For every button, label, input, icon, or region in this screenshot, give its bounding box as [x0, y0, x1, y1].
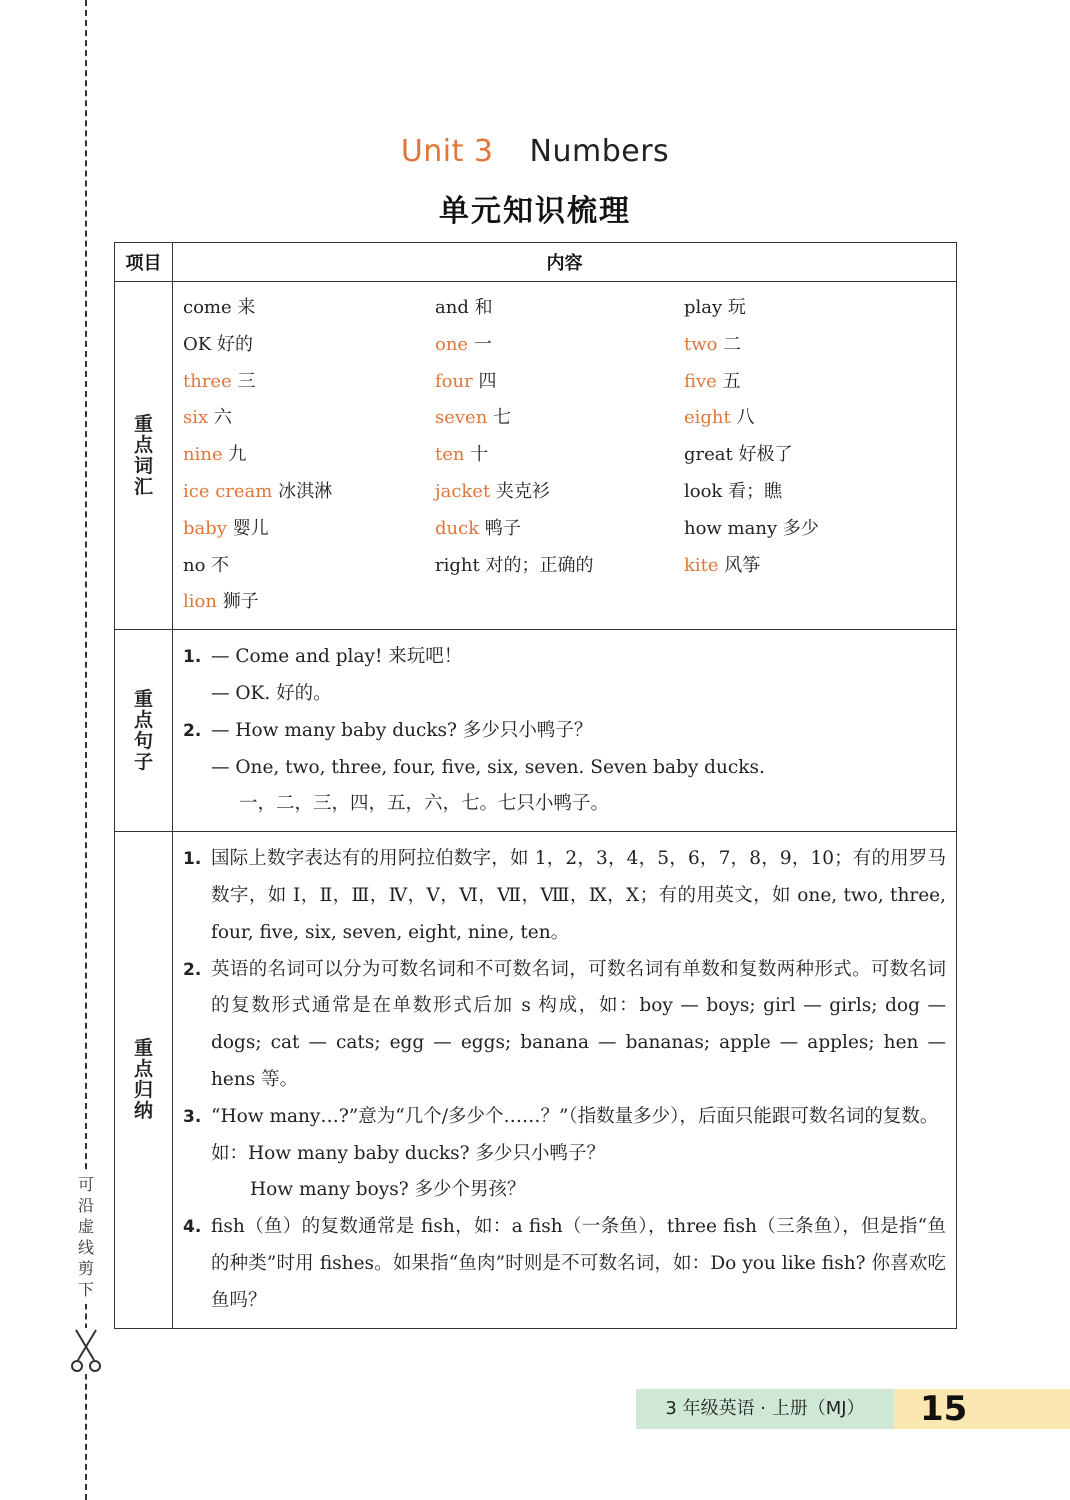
- vocab-item: [183, 584, 435, 621]
- vocab-item: [684, 327, 944, 364]
- cut-instruction: [72, 1170, 100, 1304]
- cut-char: 剪: [77, 1259, 94, 1278]
- vocab-english: play: [684, 297, 723, 318]
- summary-item: [183, 1099, 946, 1136]
- sentence-text: — One, two, three, four, five, six, seven. Seven baby ducks.: [211, 756, 765, 778]
- vocab-item: [435, 400, 684, 437]
- scissors-icon: [70, 1328, 102, 1374]
- vocab-chinese: 鸭子: [484, 517, 521, 539]
- vocab-item: [684, 437, 944, 474]
- vocab-english: ice cream: [183, 480, 273, 502]
- vocab-row: [115, 282, 957, 630]
- vocab-label-char: 点: [133, 433, 153, 456]
- vocab-english: eight: [684, 407, 731, 429]
- vocab-item: [183, 511, 435, 548]
- vocab-chinese: 五: [722, 370, 741, 392]
- vocab-chinese: 一: [473, 333, 492, 355]
- summary-label-char: 纳: [133, 1099, 153, 1122]
- header-item: 项目: [115, 243, 173, 282]
- vocab-item: [684, 400, 944, 437]
- vocab-chinese: 六: [213, 407, 232, 429]
- sentence-label-char: 重: [133, 687, 153, 710]
- vocab-chinese: 看；瞧: [728, 480, 783, 502]
- vocab-chinese: 冰淇淋: [278, 480, 333, 502]
- page-number: 15: [894, 1389, 1070, 1429]
- cut-char: 下: [77, 1280, 94, 1299]
- header-content: 内容: [173, 243, 957, 282]
- vocab-english: jacket: [435, 480, 491, 502]
- vocab-item: [183, 364, 435, 401]
- vocab-label-char: 词: [133, 454, 153, 477]
- summary-example: How many boys? 多少个男孩？: [250, 1179, 526, 1201]
- vocab-english: nine: [183, 444, 223, 466]
- item-number: 2.: [183, 720, 202, 741]
- sentence-content: [173, 630, 957, 832]
- vocab-content: [173, 282, 957, 630]
- item-number: 1.: [183, 647, 202, 668]
- vocab-english: look: [684, 480, 723, 502]
- vocab-item: [684, 364, 944, 401]
- vocab-label: [115, 282, 173, 630]
- sentence-label-char: 子: [133, 750, 153, 773]
- vocab-chinese: 八: [736, 407, 755, 429]
- vocab-item: [183, 548, 435, 585]
- page-subtitle: 单元知识梳理: [439, 194, 631, 229]
- cut-char: 线: [77, 1238, 94, 1257]
- vocab-chinese: 三: [237, 370, 256, 392]
- cut-char: 虚: [77, 1217, 94, 1236]
- sentence-text: — Come and play! 来玩吧！: [211, 646, 463, 668]
- sentence-label-char: 点: [133, 708, 153, 731]
- vocab-english: baby: [183, 517, 227, 539]
- vocab-english: how many: [684, 517, 778, 539]
- vocab-item: [684, 511, 944, 548]
- unit-title: [0, 134, 1070, 169]
- item-number: 3.: [183, 1106, 202, 1127]
- cut-char: 沿: [77, 1196, 94, 1215]
- knowledge-table: [114, 242, 957, 1329]
- vocab-chinese: 好的: [216, 333, 253, 355]
- vocab-item: [435, 548, 684, 585]
- cut-char: 可: [77, 1175, 94, 1194]
- vocab-chinese: 风筝: [724, 554, 761, 576]
- vocab-chinese: 来: [237, 297, 256, 318]
- vocab-item: [183, 327, 435, 364]
- sentence-text: — OK. 好的。: [211, 682, 332, 704]
- summary-label-char: 归: [133, 1078, 153, 1101]
- sentence-label-char: 句: [133, 729, 153, 752]
- vocab-english: two: [684, 333, 718, 355]
- summary-label-char: 重: [133, 1036, 153, 1059]
- vocab-item: [183, 437, 435, 474]
- vocab-item: [183, 474, 435, 511]
- vocab-item: [435, 511, 684, 548]
- item-number: 1.: [183, 849, 202, 870]
- sentence-item: [183, 713, 946, 750]
- sentence-item: [183, 639, 946, 676]
- vocab-item: [435, 290, 684, 327]
- page-footer: [636, 1389, 1070, 1429]
- vocab-chinese: 夹克衫: [495, 480, 550, 502]
- vocab-english: kite: [684, 554, 719, 576]
- summary-label: [115, 832, 173, 1328]
- vocab-english: right: [435, 554, 480, 576]
- vocab-english: duck: [435, 517, 480, 539]
- vocab-chinese: 婴儿: [232, 517, 269, 539]
- vocab-english: ten: [435, 444, 465, 466]
- vocab-chinese: 不: [211, 554, 230, 576]
- item-number: 4.: [183, 1217, 202, 1238]
- vocab-english: six: [183, 407, 209, 429]
- sentence-translation: 一，二，三，四，五，六，七。七只小鸭子。: [239, 793, 610, 815]
- vocab-chinese: 狮子: [222, 591, 259, 613]
- vocab-item: [684, 290, 944, 327]
- summary-item: [183, 952, 946, 1099]
- vocab-item: [435, 474, 684, 511]
- vocab-item: [183, 400, 435, 437]
- vocab-english: four: [435, 370, 473, 392]
- summary-item: [183, 1209, 946, 1319]
- vocab-english: one: [435, 333, 469, 355]
- table-header-row: [115, 243, 957, 282]
- summary-example: 如：How many baby ducks? 多少只小鸭子？: [211, 1142, 605, 1164]
- vocab-english: and: [435, 297, 469, 318]
- summary-text: “How many…?”意为“几个/多少个……？”（指数量多少），后面只能跟可数名词的复数。: [211, 1105, 939, 1127]
- book-title: 3 年级英语 · 上册（MJ）: [636, 1389, 894, 1429]
- vocab-english: no: [183, 554, 206, 576]
- vocab-item: [435, 437, 684, 474]
- summary-text: fish（鱼）的复数通常是 fish，如：a fish（一条鱼），three fish（三条鱼），但是指“鱼的种类”时用 fishes。如果指“鱼肉”时则是不可数名词，如：Do you like fish? 你喜欢吃鱼吗？: [211, 1216, 946, 1311]
- summary-item: [183, 841, 946, 951]
- vocab-english: come: [183, 297, 232, 318]
- vocab-chinese: 十: [470, 444, 489, 466]
- sentence-text: — How many baby ducks? 多少只小鸭子？: [211, 719, 593, 741]
- vocab-item: [684, 474, 944, 511]
- vocab-chinese: 好极了: [738, 444, 793, 466]
- sentence-row: [115, 630, 957, 832]
- unit-number: Unit 3: [400, 134, 494, 169]
- sentence-label: [115, 630, 173, 832]
- vocab-english: lion: [183, 591, 217, 613]
- summary-row: [115, 832, 957, 1328]
- vocab-chinese: 四: [478, 370, 497, 392]
- vocab-label-char: 重: [133, 412, 153, 435]
- vocab-english: five: [684, 370, 717, 392]
- vocab-item: [183, 290, 435, 327]
- vocab-item: [684, 548, 944, 585]
- vocab-chinese: 对的；正确的: [485, 554, 594, 576]
- vocab-label-char: 汇: [133, 475, 153, 498]
- summary-content: [173, 832, 957, 1328]
- summary-label-char: 点: [133, 1057, 153, 1080]
- vocab-chinese: 玩: [727, 297, 746, 318]
- vocab-chinese: 九: [228, 444, 247, 466]
- vocab-chinese: 和: [474, 297, 493, 318]
- vocab-grid: [173, 282, 956, 629]
- unit-name: Numbers: [529, 134, 670, 169]
- vocab-item: [435, 327, 684, 364]
- vocab-chinese: 七: [493, 407, 512, 429]
- vocab-english: seven: [435, 407, 488, 429]
- summary-text: 英语的名词可以分为可数名词和不可数名词，可数名词有单数和复数两种形式。可数名词的复数形式通常是在单数形式后加 s 构成，如：boy — boys; girl — girls; dog — dogs; cat — cats; egg — eggs; banana — bananas; apple — apples; hen — hens 等。: [211, 958, 946, 1090]
- vocab-english: three: [183, 370, 232, 392]
- vocab-chinese: 二: [723, 333, 742, 355]
- vocab-item: [435, 364, 684, 401]
- vocab-english: OK: [183, 333, 212, 355]
- item-number: 2.: [183, 959, 202, 980]
- vocab-english: great: [684, 444, 733, 466]
- summary-text: 国际上数字表达有的用阿拉伯数字，如 1，2，3，4，5，6，7，8，9，10；有的用罗马数字，如 Ⅰ，Ⅱ，Ⅲ，Ⅳ，Ⅴ，Ⅵ，Ⅶ，Ⅷ，Ⅸ，Ⅹ；有的用英文，如 one, two, three, four, five, six, seven, eight, nine, ten。: [211, 848, 946, 943]
- vocab-chinese: 多少: [782, 517, 819, 539]
